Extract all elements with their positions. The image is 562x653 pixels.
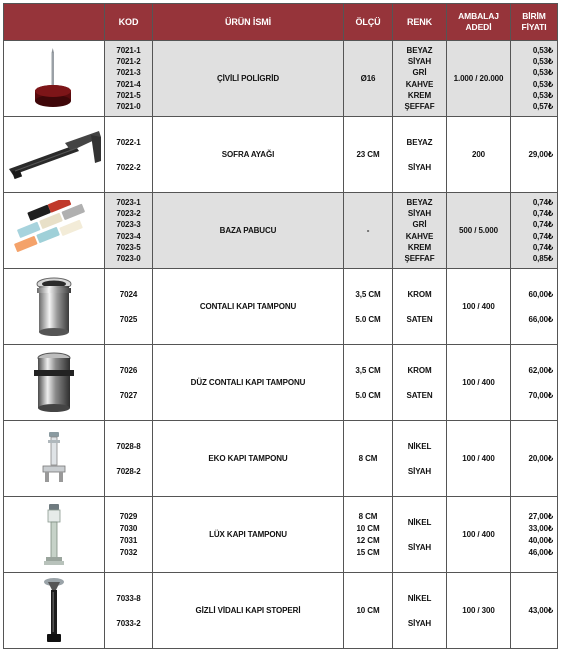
color-item: KAHVE bbox=[405, 79, 434, 89]
price-cell bbox=[511, 41, 558, 117]
product-price-table bbox=[3, 3, 558, 649]
color-item: SİYAH bbox=[407, 618, 432, 628]
flat-gasket-door-stopper-icon bbox=[22, 350, 86, 416]
price-cell bbox=[511, 269, 558, 345]
header-birim-line2: FİYATI bbox=[521, 22, 547, 32]
color-item: KREM bbox=[407, 242, 432, 252]
code-item: 7033-2 bbox=[116, 618, 141, 628]
size-cell: Ø16 bbox=[344, 41, 393, 117]
price-item: 0,53₺ bbox=[532, 57, 553, 67]
code-item: 7021-5 bbox=[116, 90, 141, 100]
product-name: CONTALI KAPI TAMPONU bbox=[153, 269, 344, 345]
price-cell bbox=[511, 497, 558, 573]
price-item: 27,00₺ bbox=[528, 511, 553, 521]
base-pads-icon bbox=[6, 200, 102, 262]
color-item: SİYAH bbox=[407, 542, 432, 552]
price-item: 0,74₺ bbox=[532, 197, 553, 207]
code-item: 7021-1 bbox=[116, 45, 141, 55]
color-cell bbox=[393, 345, 447, 421]
header-kod: KOD bbox=[105, 4, 153, 41]
price-item: 43,00₺ bbox=[528, 606, 553, 615]
color-cell bbox=[393, 193, 447, 269]
code-item: 7030 bbox=[119, 523, 138, 533]
package-cell: 100 / 400 bbox=[447, 345, 511, 421]
size-item: 8 CM bbox=[358, 511, 378, 521]
code-item: 7023-4 bbox=[116, 231, 141, 241]
color-item: KROM bbox=[407, 289, 432, 299]
size-cell bbox=[344, 497, 393, 573]
size-item: 5.0 CM bbox=[355, 390, 381, 400]
price-item: 62,00₺ bbox=[528, 365, 553, 375]
size-item: 12 CM bbox=[356, 535, 380, 545]
product-name: LÜX KAPI TAMPONU bbox=[153, 497, 344, 573]
gasket-door-stopper-icon bbox=[24, 274, 84, 340]
code-item: 7021-4 bbox=[116, 79, 141, 89]
code-cell bbox=[105, 269, 153, 345]
header-olcu: ÖLÇÜ bbox=[344, 4, 393, 41]
table-row bbox=[4, 41, 558, 117]
color-item: GRİ bbox=[412, 68, 427, 78]
product-name: DÜZ CONTALI KAPI TAMPONU bbox=[153, 345, 344, 421]
code-cell bbox=[105, 573, 153, 649]
code-item: 7033-8 bbox=[116, 593, 141, 603]
code-item: 7023-3 bbox=[116, 220, 141, 230]
product-image-cell bbox=[4, 573, 105, 649]
price-item: 0,85₺ bbox=[532, 253, 553, 263]
table-row bbox=[4, 497, 558, 573]
size-cell: 23 CM bbox=[344, 117, 393, 193]
package-cell: 100 / 300 bbox=[447, 573, 511, 649]
nail-furniture-glide-icon bbox=[19, 47, 89, 111]
color-item: SİYAH bbox=[407, 466, 432, 476]
product-name: EKO KAPI TAMPONU bbox=[153, 421, 344, 497]
code-item: 7023-1 bbox=[116, 197, 141, 207]
code-cell bbox=[105, 117, 153, 193]
price-item: 70,00₺ bbox=[528, 390, 553, 400]
code-item: 7021-2 bbox=[116, 57, 141, 67]
package-cell: 500 / 5.000 bbox=[447, 193, 511, 269]
code-item: 7023-0 bbox=[116, 253, 141, 263]
color-cell bbox=[393, 573, 447, 649]
color-item: NİKEL bbox=[407, 517, 432, 527]
header-ambalaj-line2: ADEDİ bbox=[465, 22, 492, 32]
header-image bbox=[4, 4, 105, 41]
price-item: 0,57₺ bbox=[532, 101, 553, 111]
code-item: 7026 bbox=[119, 365, 138, 375]
color-item: SATEN bbox=[406, 314, 433, 324]
table-row bbox=[4, 269, 558, 345]
color-item: SATEN bbox=[406, 390, 433, 400]
price-cell bbox=[511, 345, 558, 421]
size-item: 3,5 CM bbox=[355, 289, 381, 299]
package-cell: 100 / 400 bbox=[447, 421, 511, 497]
size-item: 5.0 CM bbox=[355, 314, 381, 324]
product-name: ÇİVİLİ POLİGRİD bbox=[153, 41, 344, 117]
code-cell bbox=[105, 421, 153, 497]
size-cell bbox=[344, 345, 393, 421]
color-item: KAHVE bbox=[405, 231, 434, 241]
table-leg-bracket-icon bbox=[5, 125, 103, 185]
size-item: 10 CM bbox=[356, 523, 380, 533]
price-item: 20,00₺ bbox=[528, 454, 553, 463]
price-cell bbox=[511, 573, 558, 649]
product-image-cell bbox=[4, 421, 105, 497]
header-birim-line1: BİRİM bbox=[522, 11, 546, 21]
color-cell bbox=[393, 117, 447, 193]
package-cell: 1.000 / 20.000 bbox=[447, 41, 511, 117]
size-cell bbox=[344, 269, 393, 345]
code-item: 7024 bbox=[119, 289, 138, 299]
price-item: 0,53₺ bbox=[532, 79, 553, 89]
size-item: 15 CM bbox=[356, 547, 380, 557]
code-item: 7023-5 bbox=[116, 242, 141, 252]
header-row bbox=[4, 4, 558, 41]
size-cell: 10 CM bbox=[344, 573, 393, 649]
size-item: 3,5 CM bbox=[355, 365, 381, 375]
code-item: 7032 bbox=[119, 547, 138, 557]
package-cell: 100 / 400 bbox=[447, 269, 511, 345]
price-cell bbox=[511, 421, 558, 497]
code-item: 7029 bbox=[119, 511, 138, 521]
price-item: 0,74₺ bbox=[532, 231, 553, 241]
code-item: 7022-2 bbox=[116, 162, 141, 172]
product-image-cell bbox=[4, 193, 105, 269]
lux-door-stopper-icon bbox=[34, 501, 74, 569]
price-item: 0,53₺ bbox=[532, 90, 553, 100]
color-cell bbox=[393, 497, 447, 573]
header-ambalaj-line1: AMBALAJ bbox=[458, 11, 499, 21]
color-item: ŞEFFAF bbox=[404, 101, 435, 111]
color-item: GRİ bbox=[412, 220, 427, 230]
product-name: SOFRA AYAĞI bbox=[153, 117, 344, 193]
color-item: SİYAH bbox=[407, 209, 432, 219]
product-image-cell bbox=[4, 269, 105, 345]
code-item: 7022-1 bbox=[116, 137, 141, 147]
price-item: 0,53₺ bbox=[532, 45, 553, 55]
price-item: 33,00₺ bbox=[528, 523, 553, 533]
price-item: 0,74₺ bbox=[532, 242, 553, 252]
color-item: SİYAH bbox=[407, 162, 432, 172]
header-ambalaj-adedi bbox=[447, 4, 511, 41]
price-cell bbox=[511, 117, 558, 193]
header-birim-fiyati bbox=[511, 4, 558, 41]
product-image-cell bbox=[4, 497, 105, 573]
color-cell bbox=[393, 421, 447, 497]
code-item: 7028-8 bbox=[116, 441, 141, 451]
code-item: 7021-0 bbox=[116, 101, 141, 111]
product-image-cell bbox=[4, 41, 105, 117]
color-item: KROM bbox=[407, 365, 432, 375]
price-item: 46,00₺ bbox=[528, 547, 553, 557]
size-cell: - bbox=[344, 193, 393, 269]
package-cell: 200 bbox=[447, 117, 511, 193]
color-item: BEYAZ bbox=[406, 137, 433, 147]
hidden-screw-door-stop-icon bbox=[34, 576, 74, 646]
code-cell bbox=[105, 193, 153, 269]
table-row bbox=[4, 193, 558, 269]
price-item: 66,00₺ bbox=[528, 314, 553, 324]
code-cell bbox=[105, 345, 153, 421]
code-item: 7028-2 bbox=[116, 466, 141, 476]
price-item: 0,74₺ bbox=[532, 209, 553, 219]
table-row bbox=[4, 345, 558, 421]
code-item: 7021-3 bbox=[116, 68, 141, 78]
product-name: GİZLİ VİDALI KAPI STOPERİ bbox=[153, 573, 344, 649]
color-item: KREM bbox=[407, 90, 432, 100]
color-item: ŞEFFAF bbox=[404, 253, 435, 263]
price-item: 40,00₺ bbox=[528, 535, 553, 545]
color-item: SİYAH bbox=[407, 57, 432, 67]
price-cell bbox=[511, 193, 558, 269]
product-name: BAZA PABUCU bbox=[153, 193, 344, 269]
code-item: 7023-2 bbox=[116, 209, 141, 219]
code-item: 7027 bbox=[119, 390, 138, 400]
product-image-cell bbox=[4, 345, 105, 421]
header-urun-ismi: ÜRÜN İSMİ bbox=[153, 4, 344, 41]
price-item: 0,74₺ bbox=[532, 220, 553, 230]
size-cell: 8 CM bbox=[344, 421, 393, 497]
code-cell bbox=[105, 497, 153, 573]
color-item: BEYAZ bbox=[406, 197, 433, 207]
package-cell: 100 / 400 bbox=[447, 497, 511, 573]
color-cell bbox=[393, 41, 447, 117]
code-item: 7025 bbox=[119, 314, 138, 324]
header-renk: RENK bbox=[393, 4, 447, 41]
color-cell bbox=[393, 269, 447, 345]
color-item: NİKEL bbox=[407, 441, 432, 451]
table-row bbox=[4, 573, 558, 649]
price-item: 60,00₺ bbox=[528, 289, 553, 299]
color-item: NİKEL bbox=[407, 593, 432, 603]
code-item: 7031 bbox=[119, 535, 138, 545]
code-cell bbox=[105, 41, 153, 117]
eco-door-stopper-icon bbox=[34, 426, 74, 492]
product-image-cell bbox=[4, 117, 105, 193]
price-item: 0,53₺ bbox=[532, 68, 553, 78]
price-item: 29,00₺ bbox=[528, 150, 553, 159]
color-item: BEYAZ bbox=[406, 45, 433, 55]
table-row bbox=[4, 117, 558, 193]
table-row bbox=[4, 421, 558, 497]
